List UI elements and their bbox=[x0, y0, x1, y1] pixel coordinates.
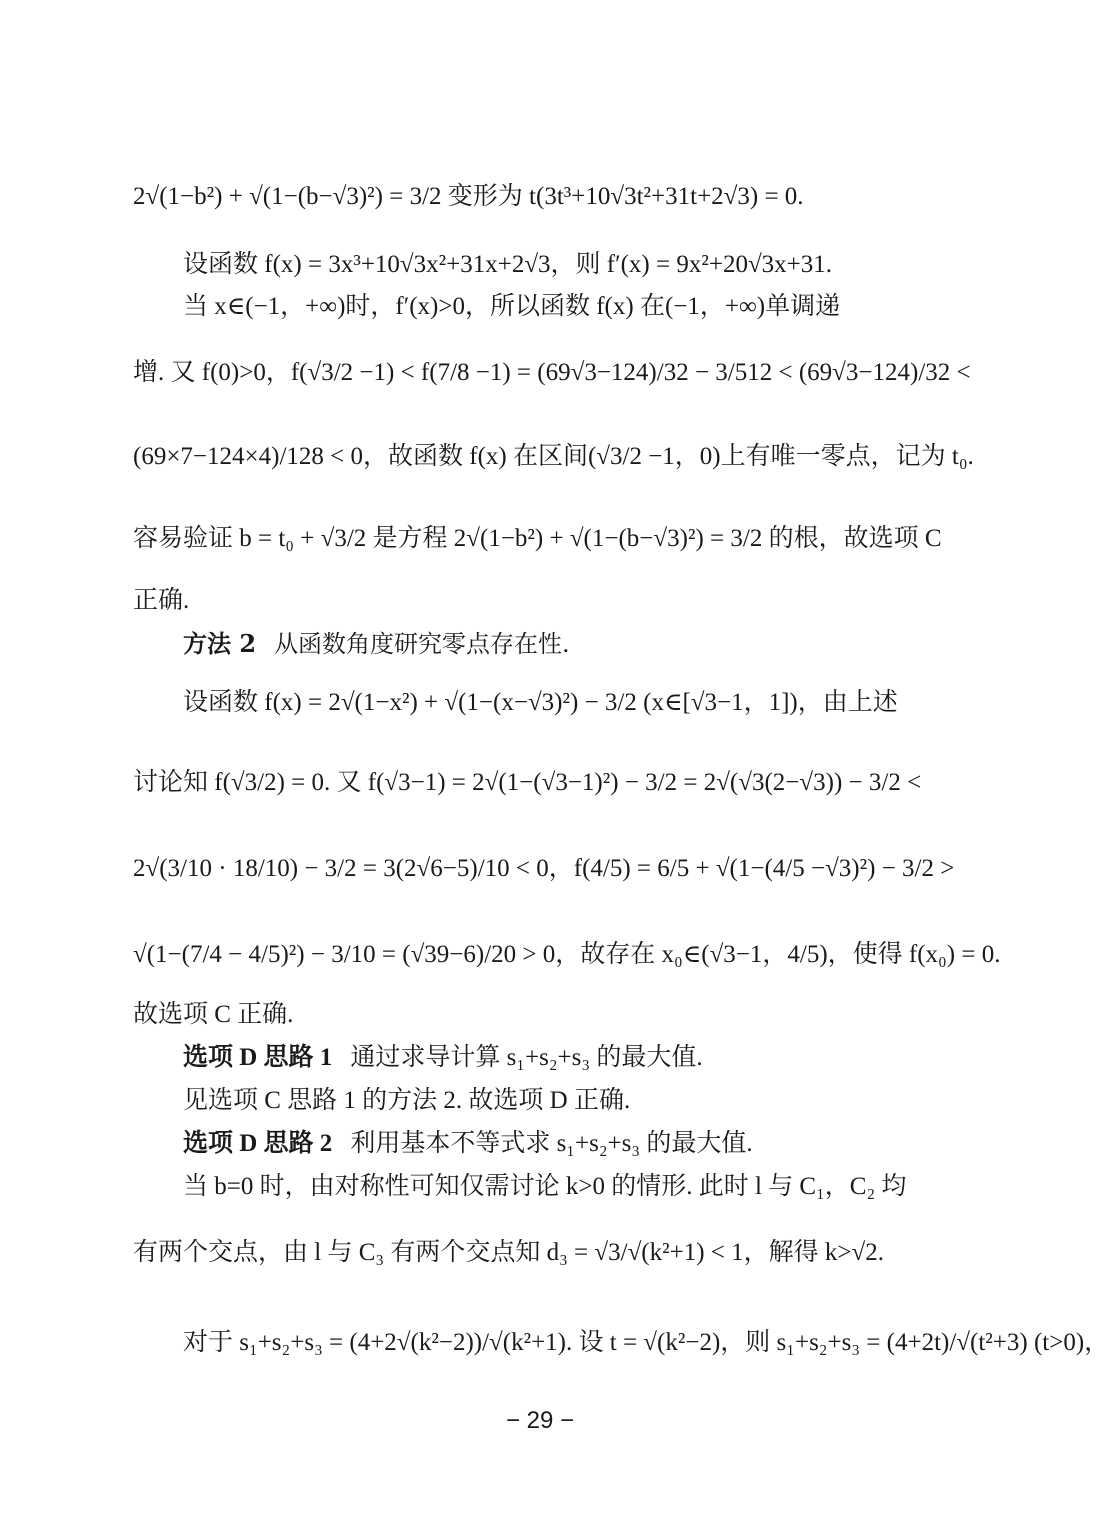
method-2-text: 从函数角度研究零点存在性. bbox=[274, 630, 570, 658]
text-line-estimate: 2√(3/10 · 18/10) − 3/2 = 3(2√6−5)/10 < 0，f(4/5) = 6/5 + √(1−(4/5 −√3)²) − 3/2 > bbox=[133, 855, 955, 882]
equation-line-1: 2√(1−b²) + √(1−(b−√3)²) = 3/2 变形为 t(3t³+10√3t²+31t+2√3) = 0. bbox=[133, 183, 804, 210]
text-line-define-f2: 设函数 f(x) = 2√(1−x²) + √(1−(x−√3)²) − 3/2 (x∈[√3−1，1])，由上述 bbox=[183, 689, 898, 716]
text-line-discussion: 讨论知 f(√3/2) = 0. 又 f(√3−1) = 2√(1−(√3−1)²) − 3/2 = 2√(√3(2−√3)) − 3/2 < bbox=[133, 769, 922, 796]
text-line-verify-root: 容易验证 b = t₀ + √3/2 是方程 2√(1−b²) + √(1−(b−√3)²) = 3/2 的根，故选项 C bbox=[133, 525, 942, 552]
option-d-idea-1 bbox=[183, 1041, 933, 1075]
method-2-heading: 方法 2 bbox=[183, 629, 257, 658]
option-d-idea-1-text: 通过求导计算 s₁+s₂+s₃ 的最大值. bbox=[350, 1044, 703, 1071]
page-number: − 29 − bbox=[505, 1407, 575, 1434]
text-line-define-f: 设函数 f(x) = 3x³+10√3x²+31x+2√3，则 f′(x) = 9x²+20√3x+31. bbox=[183, 251, 833, 278]
option-d-idea-2-text: 利用基本不等式求 s₁+s₂+s₃ 的最大值. bbox=[350, 1130, 753, 1157]
option-d-idea-2 bbox=[183, 1127, 933, 1161]
text-line-existence: √(1−(7/4 − 4/5)²) − 3/10 = (√39−6)/20 > 0，故存在 x₀∈(√3−1，4/5)，使得 f(x₀) = 0. bbox=[133, 941, 1001, 968]
text-line-inequality: 增. 又 f(0)>0，f(√3/2 −1) < f(7/8 −1) = (69√3−124)/32 − 3/512 < (69√3−124)/32 < bbox=[133, 359, 971, 386]
text-line-intersections: 有两个交点，由 l 与 C₃ 有两个交点知 d₃ = √3/√(k²+1) < 1，解得 k>√2. bbox=[133, 1239, 884, 1266]
text-line-symmetry: 当 b=0 时，由对称性可知仅需讨论 k>0 的情形. 此时 l 与 C₁，C₂ 均 bbox=[183, 1173, 907, 1200]
text-line-unique-zero: (69×7−124×4)/128 < 0，故函数 f(x) 在区间(√3/2 −1，0)上有唯一零点，记为 t₀. bbox=[133, 443, 974, 470]
text-line-option-c-correct: 故选项 C 正确. bbox=[133, 1001, 294, 1028]
text-line-substitution: 对于 s₁+s₂+s₃ = (4+2√(k²−2))/√(k²+1). 设 t = √(k²−2)，则 s₁+s₂+s₃ = (4+2t)/√(t²+3) (t>0)， bbox=[183, 1329, 1109, 1356]
text-line-see-option-c: 见选项 C 思路 1 的方法 2. 故选项 D 正确. bbox=[183, 1087, 631, 1114]
method-2-paragraph bbox=[183, 627, 933, 661]
text-line-monotonic: 当 x∈(−1，+∞)时，f′(x)>0，所以函数 f(x) 在(−1，+∞)单调递 bbox=[183, 293, 841, 320]
text-line-correct: 正确. bbox=[133, 587, 190, 614]
option-d-idea-2-heading: 选项 D 思路 2 bbox=[183, 1130, 333, 1157]
option-d-idea-1-heading: 选项 D 思路 1 bbox=[183, 1044, 333, 1071]
